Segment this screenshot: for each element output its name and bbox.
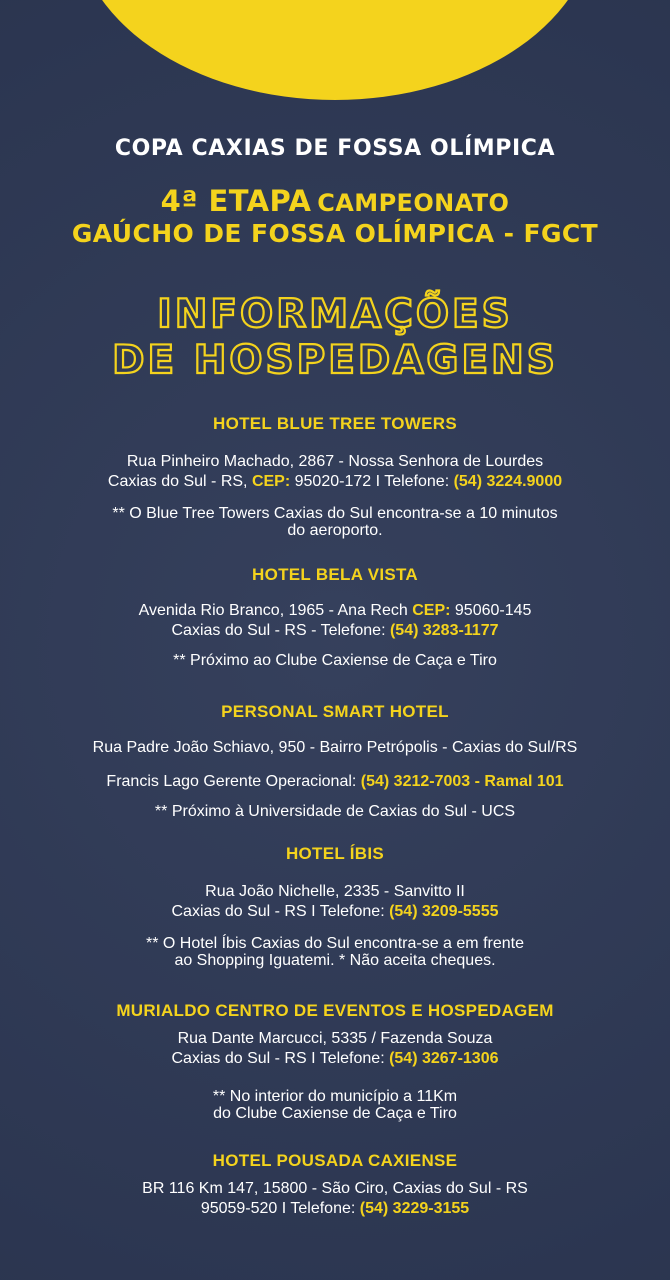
lodging-info-title — [0, 292, 670, 383]
championship-line-1 — [0, 184, 670, 219]
hotel-phone-label: Caxias do Sul - RS - Telefone: — [171, 622, 390, 639]
hotel-note-line-2: do Clube Caxiense de Caça e Tiro — [213, 1104, 457, 1122]
hotel-phone: (54) 3283-1177 — [389, 622, 499, 639]
hotel-blue-tree-towers — [20, 414, 650, 540]
hotel-city: Caxias do Sul - RS, — [107, 473, 252, 490]
hotel-note — [20, 936, 650, 970]
hotel-phone: (54) 3267-1306 — [389, 1050, 499, 1067]
hotel-contact-line — [20, 1049, 650, 1069]
stage-word: CAMPEONATO — [317, 189, 510, 217]
hotel-address-line: Rua Pinheiro Machado, 2867 - Nossa Senhora de Lourdes — [126, 453, 544, 470]
lodging-info-title-line-2: DE HOSPEDAGENS — [112, 337, 558, 383]
hotel-name: PERSONAL SMART HOTEL — [221, 702, 449, 721]
hotel-note-line-1: ** No interior do município a 11Km — [212, 1088, 458, 1105]
hotel-address-line: Rua Dante Marcucci, 5335 / Fazenda Souza — [177, 1030, 493, 1047]
hotel-personal-smart — [20, 702, 650, 821]
hotel-note — [20, 1089, 650, 1123]
hotel-note: ** Próximo ao Clube Caxiense de Caça e Tiro — [173, 652, 497, 669]
championship-heading — [0, 184, 670, 250]
hotel-note: ** Próximo à Universidade de Caxias do Sul - UCS — [154, 803, 516, 820]
hotel-phone: (54) 3209-5555 — [389, 903, 499, 920]
hotel-contact-label: Francis Lago Gerente Operacional: — [106, 773, 361, 790]
hotel-note-line-2: ao Shopping Iguatemi. * Não aceita cheques. — [174, 951, 496, 969]
championship-line-2: GAÚCHO DE FOSSA OLÍMPICA - FGCT — [71, 219, 599, 249]
hotel-note-line-1: ** O Hotel Íbis Caxias do Sul encontra-se a em frente — [146, 935, 524, 952]
hotel-contact-line — [20, 1199, 650, 1219]
hotel-phone: (54) 3212-7003 - Ramal 101 — [360, 773, 564, 790]
hotel-address-line — [20, 601, 650, 621]
hotel-name: HOTEL ÍBIS — [285, 844, 385, 863]
hotel-murialdo — [20, 1001, 650, 1123]
hotel-contact-line — [20, 621, 650, 641]
hotel-cep-phone-label: 95020-172 I Telefone: — [290, 473, 454, 490]
hotel-phone: (54) 3229-3155 — [359, 1200, 470, 1217]
hotel-name: HOTEL BLUE TREE TOWERS — [213, 414, 457, 433]
hotel-address-prefix: Avenida Rio Branco, 1965 - Ana Rech — [138, 602, 413, 619]
hotel-phone-label: Caxias do Sul - RS I Telefone: — [171, 903, 390, 920]
hotel-phone-label: 95059-520 I Telefone: — [200, 1200, 360, 1217]
cep-label: CEP: — [412, 602, 451, 619]
hotel-ibis — [20, 844, 650, 970]
hotel-address-line: Rua João Nichelle, 2335 - Sanvitto II — [205, 883, 465, 900]
hotel-contact-line — [20, 472, 650, 492]
hotel-note-line-2: do aeroporto. — [287, 521, 383, 539]
hotel-contact-line — [20, 902, 650, 922]
hotel-contact-line — [20, 772, 650, 792]
event-title: COPA CAXIAS DE FOSSA OLÍMPICA — [114, 136, 556, 161]
hotel-pousada-caxiense — [20, 1151, 650, 1219]
cep-label: CEP: — [251, 473, 291, 490]
hotel-address-line: Rua Padre João Schiavo, 950 - Bairro Petrópolis - Caxias do Sul/RS — [92, 739, 578, 756]
hotel-cep: 95060-145 — [450, 602, 532, 619]
stage-prefix: 4ª ETAPA — [160, 184, 312, 218]
hotel-phone: (54) 3224.9000 — [453, 473, 563, 490]
date-badge — [75, 0, 595, 100]
hotel-name: HOTEL POUSADA CAXIENSE — [212, 1151, 458, 1170]
hotel-address-line: BR 116 Km 147, 15800 - São Ciro, Caxias do Sul - RS — [142, 1180, 528, 1197]
hotel-phone-label: Caxias do Sul - RS I Telefone: — [171, 1050, 390, 1067]
lodging-info-title-line-1: INFORMAÇÕES — [157, 292, 513, 337]
hotel-note-line-1: ** O Blue Tree Towers Caxias do Sul encontra-se a 10 minutos — [112, 505, 558, 522]
hotel-name: HOTEL BELA VISTA — [252, 565, 418, 584]
hotel-name: MURIALDO CENTRO DE EVENTOS E HOSPEDAGEM — [116, 1001, 554, 1020]
hotel-bela-vista — [20, 565, 650, 670]
hotel-note — [20, 506, 650, 540]
